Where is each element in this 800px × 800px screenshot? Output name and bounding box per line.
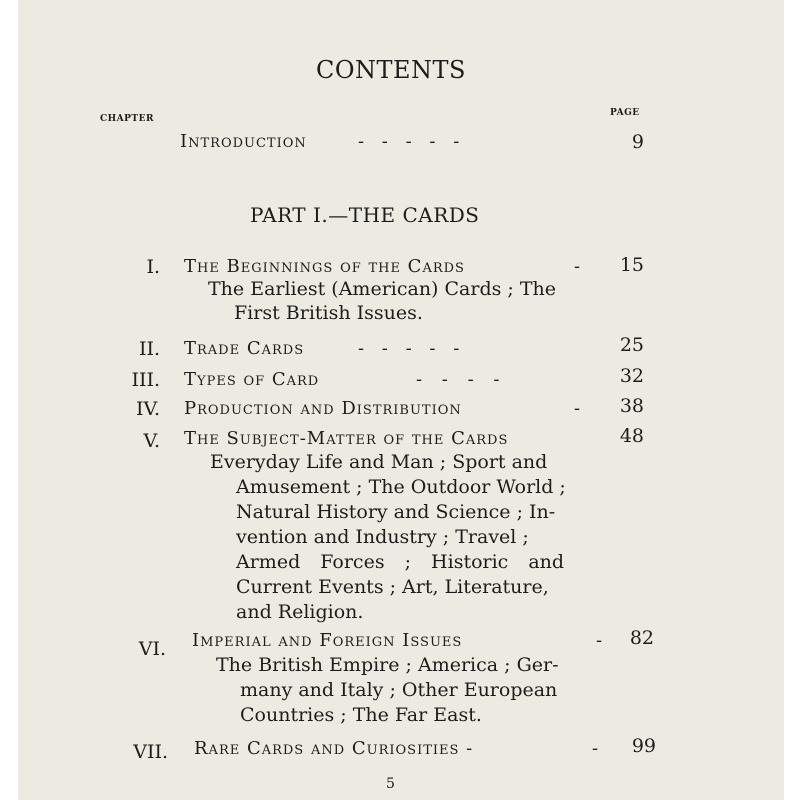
chapter-number: II. xyxy=(138,338,160,360)
chapter-number: IV. xyxy=(136,398,160,420)
chapter-leader: - xyxy=(592,738,599,759)
chapter-subtopic: and Religion. xyxy=(236,601,364,623)
chapter-leader: - xyxy=(574,256,581,277)
intro-leader: - - - - - xyxy=(358,131,466,152)
chapter-subtopic: many and Italy ; Other European xyxy=(240,679,558,701)
chapter-subtopic: First British Issues. xyxy=(234,302,423,324)
chapter-leader: - xyxy=(596,630,603,651)
chapter-number: V. xyxy=(143,430,160,452)
chapter-subtopic: Everyday Life and Man ; Sport and xyxy=(210,451,548,473)
chapter-subtopic: Countries ; The Far East. xyxy=(240,704,482,726)
chapter-title: The Beginnings of the Cards xyxy=(184,256,465,277)
chapter-title: Trade Cards xyxy=(184,338,305,359)
intro-title: Introduction xyxy=(180,131,307,152)
part-heading: PART I.—THE CARDS xyxy=(250,203,480,227)
chapter-subtopic: Armed Forces ; Historic and xyxy=(236,551,565,573)
chapter-number: I. xyxy=(146,256,160,278)
chapter-subtopic: Current Events ; Art, Literature, xyxy=(236,576,549,598)
chapter-subtopic: Natural History and Science ; In- xyxy=(236,501,556,523)
chapter-page: 15 xyxy=(619,254,644,276)
chapter-page: 32 xyxy=(619,365,644,387)
chapter-number: VI. xyxy=(138,638,166,660)
chapter-subtopic: vention and Industry ; Travel ; xyxy=(236,526,529,548)
chapter-page: 99 xyxy=(631,735,656,757)
intro-page: 9 xyxy=(631,131,644,153)
chapter-number: III. xyxy=(131,369,160,391)
chapter-title: Types of Card xyxy=(184,369,320,390)
chapter-subtopic: The British Empire ; America ; Ger- xyxy=(216,654,559,676)
chapter-leader: - - - - xyxy=(416,369,507,390)
chapter-number: VII. xyxy=(133,741,168,763)
chapter-leader: - xyxy=(574,398,581,419)
chapter-subtopic: Amusement ; The Outdoor World ; xyxy=(236,476,566,498)
chapter-page: 38 xyxy=(619,395,644,417)
chapter-title: Rare Cards and Curiosities - xyxy=(194,738,474,759)
chapter-title: Imperial and Foreign Issues xyxy=(192,630,463,651)
chapter-title: The Subject-Matter of the Cards xyxy=(184,428,509,449)
chapter-page: 82 xyxy=(629,627,654,649)
chapter-page: 25 xyxy=(619,334,644,356)
chapter-leader: - - - - - xyxy=(358,338,466,359)
chapter-title: Production and Distribution xyxy=(184,398,462,419)
page-column-label: PAGE xyxy=(610,108,640,118)
page-number: 5 xyxy=(386,776,395,792)
chapter-page: 48 xyxy=(619,425,644,447)
book-page xyxy=(18,0,784,800)
page-title: CONTENTS xyxy=(315,56,466,84)
chapter-column-label: CHAPTER xyxy=(100,114,154,124)
chapter-subtopic: The Earliest (American) Cards ; The xyxy=(208,278,557,300)
